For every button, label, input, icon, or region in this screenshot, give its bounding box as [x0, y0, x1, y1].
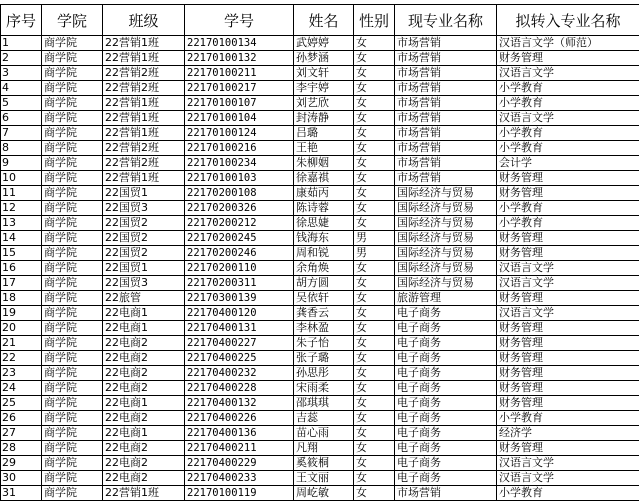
- cell-name: 吴依轩: [294, 291, 354, 306]
- cell-target-major: 财务管理: [497, 171, 639, 186]
- cell-class: 22国贸2: [103, 231, 185, 246]
- cell-seq: 11: [1, 186, 42, 201]
- cell-student-id: 22170400229: [185, 456, 294, 471]
- table-row: [1, 291, 639, 306]
- table-row: [1, 231, 639, 246]
- cell-student-id: 22170100124: [185, 126, 294, 141]
- cell-gender: 女: [354, 96, 395, 111]
- header-seq: 序号: [1, 5, 42, 36]
- cell-gender: 女: [354, 201, 395, 216]
- cell-seq: 21: [1, 336, 42, 351]
- cell-name: 李宇婷: [294, 81, 354, 96]
- cell-seq: 16: [1, 261, 42, 276]
- cell-gender: 女: [354, 276, 395, 291]
- cell-gender: 女: [354, 111, 395, 126]
- cell-target-major: 财务管理: [497, 336, 639, 351]
- cell-seq: 12: [1, 201, 42, 216]
- cell-name: 孙思彤: [294, 366, 354, 381]
- cell-target-major: 财务管理: [497, 231, 639, 246]
- cell-name: 王艳: [294, 141, 354, 156]
- cell-target-major: 小学教育: [497, 411, 639, 426]
- cell-gender: 女: [354, 156, 395, 171]
- header-student-id: 学号: [185, 5, 294, 36]
- table-row: [1, 81, 639, 96]
- cell-student-id: 22170100211: [185, 66, 294, 81]
- table-row: [1, 171, 639, 186]
- cell-class: 22国贸2: [103, 216, 185, 231]
- cell-student-id: 22170100104: [185, 111, 294, 126]
- table-row: [1, 96, 639, 111]
- cell-seq: 28: [1, 441, 42, 456]
- table-row: [1, 351, 639, 366]
- cell-current-major: 旅游管理: [395, 291, 497, 306]
- cell-college: 商学院: [42, 381, 103, 396]
- cell-current-major: 电子商务: [395, 396, 497, 411]
- cell-name: 苗心雨: [294, 426, 354, 441]
- cell-target-major: 小学教育: [497, 126, 639, 141]
- cell-student-id: 22170400211: [185, 441, 294, 456]
- cell-seq: 26: [1, 411, 42, 426]
- cell-gender: 女: [354, 291, 395, 306]
- cell-class: 22营销1班: [103, 96, 185, 111]
- table-row: [1, 201, 639, 216]
- cell-current-major: 电子商务: [395, 336, 497, 351]
- cell-seq: 30: [1, 471, 42, 486]
- cell-target-major: 财务管理: [497, 321, 639, 336]
- cell-gender: 女: [354, 351, 395, 366]
- table-row: [1, 186, 639, 201]
- cell-name: 周和锐: [294, 246, 354, 261]
- cell-student-id: 22170100119: [185, 486, 294, 501]
- cell-seq: 19: [1, 306, 42, 321]
- cell-seq: 20: [1, 321, 42, 336]
- cell-class: 22电商2: [103, 381, 185, 396]
- cell-class: 22电商1: [103, 426, 185, 441]
- cell-target-major: 财务管理: [497, 396, 639, 411]
- cell-seq: 22: [1, 351, 42, 366]
- cell-gender: 女: [354, 126, 395, 141]
- table-row: [1, 411, 639, 426]
- cell-student-id: 22170100234: [185, 156, 294, 171]
- table-row: [1, 36, 639, 51]
- cell-college: 商学院: [42, 261, 103, 276]
- cell-seq: 8: [1, 141, 42, 156]
- cell-target-major: 汉语言文学: [497, 471, 639, 486]
- cell-current-major: 国际经济与贸易: [395, 276, 497, 291]
- cell-target-major: 汉语言文学: [497, 276, 639, 291]
- table-row: [1, 51, 639, 66]
- cell-gender: 男: [354, 231, 395, 246]
- cell-seq: 18: [1, 291, 42, 306]
- cell-seq: 7: [1, 126, 42, 141]
- cell-gender: 女: [354, 456, 395, 471]
- cell-college: 商学院: [42, 51, 103, 66]
- cell-gender: 女: [354, 471, 395, 486]
- cell-name: 武婷婷: [294, 36, 354, 51]
- table-row: [1, 246, 639, 261]
- header-current-major: 现专业名称: [395, 5, 497, 36]
- cell-current-major: 市场营销: [395, 141, 497, 156]
- cell-name: 张子璐: [294, 351, 354, 366]
- cell-college: 商学院: [42, 486, 103, 501]
- cell-current-major: 电子商务: [395, 441, 497, 456]
- cell-gender: 女: [354, 81, 395, 96]
- cell-current-major: 市场营销: [395, 156, 497, 171]
- cell-current-major: 国际经济与贸易: [395, 201, 497, 216]
- cell-current-major: 国际经济与贸易: [395, 261, 497, 276]
- cell-gender: 女: [354, 171, 395, 186]
- cell-name: 陈诗蓉: [294, 201, 354, 216]
- cell-student-id: 22170400132: [185, 396, 294, 411]
- cell-gender: 女: [354, 306, 395, 321]
- cell-current-major: 国际经济与贸易: [395, 186, 497, 201]
- table-row: [1, 471, 639, 486]
- cell-name: 孙梦涵: [294, 51, 354, 66]
- cell-student-id: 22170400225: [185, 351, 294, 366]
- cell-name: 龚香云: [294, 306, 354, 321]
- cell-gender: 女: [354, 396, 395, 411]
- cell-target-major: 财务管理: [497, 246, 639, 261]
- cell-class: 22国贸1: [103, 186, 185, 201]
- cell-student-id: 22170100134: [185, 36, 294, 51]
- cell-college: 商学院: [42, 441, 103, 456]
- cell-student-id: 22170400120: [185, 306, 294, 321]
- cell-gender: 女: [354, 141, 395, 156]
- cell-college: 商学院: [42, 111, 103, 126]
- cell-gender: 女: [354, 261, 395, 276]
- cell-class: 22电商1: [103, 396, 185, 411]
- cell-college: 商学院: [42, 216, 103, 231]
- cell-college: 商学院: [42, 426, 103, 441]
- cell-gender: 女: [354, 366, 395, 381]
- cell-class: 22电商2: [103, 336, 185, 351]
- cell-seq: 25: [1, 396, 42, 411]
- cell-target-major: 财务管理: [497, 291, 639, 306]
- cell-college: 商学院: [42, 351, 103, 366]
- cell-class: 22电商2: [103, 471, 185, 486]
- cell-class: 22旅管: [103, 291, 185, 306]
- cell-class: 22国贸1: [103, 261, 185, 276]
- cell-class: 22营销1班: [103, 36, 185, 51]
- cell-target-major: 财务管理: [497, 51, 639, 66]
- cell-college: 商学院: [42, 471, 103, 486]
- cell-student-id: 22170200108: [185, 186, 294, 201]
- transfer-list-sheet: [0, 4, 639, 501]
- cell-target-major: 小学教育: [497, 141, 639, 156]
- header-gender: 性别: [354, 5, 395, 36]
- header-row: [1, 5, 639, 36]
- transfer-table: [0, 4, 639, 501]
- cell-current-major: 电子商务: [395, 321, 497, 336]
- cell-college: 商学院: [42, 246, 103, 261]
- cell-class: 22营销1班: [103, 111, 185, 126]
- cell-class: 22营销1班: [103, 126, 185, 141]
- cell-seq: 17: [1, 276, 42, 291]
- cell-gender: 女: [354, 66, 395, 81]
- cell-gender: 女: [354, 381, 395, 396]
- cell-college: 商学院: [42, 141, 103, 156]
- table-row: [1, 441, 639, 456]
- cell-current-major: 市场营销: [395, 66, 497, 81]
- cell-seq: 15: [1, 246, 42, 261]
- cell-seq: 24: [1, 381, 42, 396]
- cell-name: 奚筱桐: [294, 456, 354, 471]
- cell-current-major: 电子商务: [395, 381, 497, 396]
- cell-student-id: 22170200246: [185, 246, 294, 261]
- table-row: [1, 261, 639, 276]
- cell-current-major: 市场营销: [395, 126, 497, 141]
- table-row: [1, 111, 639, 126]
- cell-name: 康茹丙: [294, 186, 354, 201]
- cell-student-id: 22170300139: [185, 291, 294, 306]
- cell-gender: 女: [354, 321, 395, 336]
- table-row: [1, 486, 639, 501]
- cell-class: 22电商2: [103, 441, 185, 456]
- cell-college: 商学院: [42, 171, 103, 186]
- cell-name: 邵琪琪: [294, 396, 354, 411]
- table-row: [1, 366, 639, 381]
- cell-name: 吕璐: [294, 126, 354, 141]
- cell-student-id: 22170400131: [185, 321, 294, 336]
- cell-student-id: 22170200326: [185, 201, 294, 216]
- cell-current-major: 国际经济与贸易: [395, 246, 497, 261]
- cell-class: 22营销1班: [103, 51, 185, 66]
- cell-class: 22电商2: [103, 411, 185, 426]
- cell-current-major: 电子商务: [395, 456, 497, 471]
- cell-class: 22电商2: [103, 366, 185, 381]
- cell-college: 商学院: [42, 291, 103, 306]
- cell-class: 22营销2班: [103, 66, 185, 81]
- cell-student-id: 22170400232: [185, 366, 294, 381]
- cell-name: 朱柳姻: [294, 156, 354, 171]
- cell-current-major: 国际经济与贸易: [395, 216, 497, 231]
- cell-seq: 14: [1, 231, 42, 246]
- cell-name: 余角焕: [294, 261, 354, 276]
- cell-seq: 1: [1, 36, 42, 51]
- cell-target-major: 经济学: [497, 426, 639, 441]
- cell-target-major: 小学教育: [497, 201, 639, 216]
- cell-name: 刘艺欣: [294, 96, 354, 111]
- cell-student-id: 22170400226: [185, 411, 294, 426]
- cell-name: 徐思婕: [294, 216, 354, 231]
- cell-seq: 2: [1, 51, 42, 66]
- cell-college: 商学院: [42, 366, 103, 381]
- cell-college: 商学院: [42, 276, 103, 291]
- cell-college: 商学院: [42, 411, 103, 426]
- cell-current-major: 市场营销: [395, 36, 497, 51]
- cell-class: 22国贸2: [103, 246, 185, 261]
- cell-student-id: 22170100103: [185, 171, 294, 186]
- cell-name: 钱海东: [294, 231, 354, 246]
- cell-gender: 女: [354, 486, 395, 501]
- cell-target-major: 财务管理: [497, 366, 639, 381]
- cell-gender: 女: [354, 51, 395, 66]
- cell-gender: 女: [354, 426, 395, 441]
- cell-target-major: 汉语言文学: [497, 261, 639, 276]
- cell-name: 刘文轩: [294, 66, 354, 81]
- cell-name: 徐嘉祺: [294, 171, 354, 186]
- cell-class: 22电商1: [103, 321, 185, 336]
- cell-current-major: 电子商务: [395, 471, 497, 486]
- table-body: [1, 36, 639, 501]
- table-row: [1, 126, 639, 141]
- cell-current-major: 电子商务: [395, 426, 497, 441]
- cell-class: 22营销1班: [103, 486, 185, 501]
- table-row: [1, 381, 639, 396]
- cell-student-id: 22170400233: [185, 471, 294, 486]
- cell-current-major: 市场营销: [395, 51, 497, 66]
- cell-name: 凡翔: [294, 441, 354, 456]
- cell-current-major: 电子商务: [395, 366, 497, 381]
- cell-class: 22电商2: [103, 351, 185, 366]
- table-row: [1, 276, 639, 291]
- cell-student-id: 22170200311: [185, 276, 294, 291]
- cell-current-major: 国际经济与贸易: [395, 231, 497, 246]
- cell-college: 商学院: [42, 306, 103, 321]
- header-college: 学院: [42, 5, 103, 36]
- cell-target-major: 汉语言文学（师范）: [497, 36, 639, 51]
- table-row: [1, 396, 639, 411]
- cell-target-major: 财务管理: [497, 381, 639, 396]
- table-row: [1, 456, 639, 471]
- cell-college: 商学院: [42, 81, 103, 96]
- cell-target-major: 财务管理: [497, 351, 639, 366]
- cell-name: 朱子怡: [294, 336, 354, 351]
- cell-target-major: 汉语言文学: [497, 111, 639, 126]
- cell-name: 周屹敏: [294, 486, 354, 501]
- cell-target-major: 财务管理: [497, 186, 639, 201]
- cell-gender: 女: [354, 216, 395, 231]
- cell-seq: 6: [1, 111, 42, 126]
- table-row: [1, 426, 639, 441]
- table-row: [1, 141, 639, 156]
- table-row: [1, 336, 639, 351]
- cell-class: 22营销2班: [103, 156, 185, 171]
- cell-target-major: 小学教育: [497, 486, 639, 501]
- cell-student-id: 22170400136: [185, 426, 294, 441]
- cell-gender: 女: [354, 441, 395, 456]
- cell-current-major: 市场营销: [395, 111, 497, 126]
- cell-student-id: 22170100132: [185, 51, 294, 66]
- cell-seq: 4: [1, 81, 42, 96]
- cell-target-major: 汉语言文学: [497, 306, 639, 321]
- cell-seq: 23: [1, 366, 42, 381]
- cell-class: 22国贸3: [103, 201, 185, 216]
- cell-class: 22电商1: [103, 306, 185, 321]
- table-row: [1, 321, 639, 336]
- cell-student-id: 22170200212: [185, 216, 294, 231]
- cell-seq: 13: [1, 216, 42, 231]
- cell-college: 商学院: [42, 156, 103, 171]
- cell-name: 吉蕊: [294, 411, 354, 426]
- cell-student-id: 22170400227: [185, 336, 294, 351]
- cell-current-major: 市场营销: [395, 96, 497, 111]
- cell-student-id: 22170200110: [185, 261, 294, 276]
- cell-college: 商学院: [42, 96, 103, 111]
- table-row: [1, 156, 639, 171]
- cell-seq: 29: [1, 456, 42, 471]
- cell-seq: 31: [1, 486, 42, 501]
- cell-name: 封涛静: [294, 111, 354, 126]
- cell-college: 商学院: [42, 321, 103, 336]
- table-row: [1, 306, 639, 321]
- cell-college: 商学院: [42, 126, 103, 141]
- cell-target-major: 会计学: [497, 156, 639, 171]
- cell-college: 商学院: [42, 336, 103, 351]
- cell-name: 李林盈: [294, 321, 354, 336]
- cell-class: 22电商2: [103, 456, 185, 471]
- cell-target-major: 小学教育: [497, 81, 639, 96]
- cell-student-id: 22170200245: [185, 231, 294, 246]
- cell-gender: 女: [354, 186, 395, 201]
- cell-class: 22营销2班: [103, 81, 185, 96]
- cell-gender: 女: [354, 336, 395, 351]
- cell-current-major: 市场营销: [395, 486, 497, 501]
- cell-target-major: 汉语言文学: [497, 66, 639, 81]
- cell-class: 22营销2班: [103, 141, 185, 156]
- cell-target-major: 财务管理: [497, 441, 639, 456]
- cell-class: 22营销1班: [103, 171, 185, 186]
- cell-class: 22国贸3: [103, 276, 185, 291]
- cell-target-major: 小学教育: [497, 216, 639, 231]
- cell-gender: 女: [354, 36, 395, 51]
- cell-student-id: 22170100107: [185, 96, 294, 111]
- cell-college: 商学院: [42, 201, 103, 216]
- cell-gender: 女: [354, 411, 395, 426]
- cell-target-major: 汉语言文学: [497, 456, 639, 471]
- cell-current-major: 电子商务: [395, 351, 497, 366]
- cell-current-major: 市场营销: [395, 81, 497, 96]
- cell-college: 商学院: [42, 231, 103, 246]
- table-row: [1, 66, 639, 81]
- header-class: 班级: [103, 5, 185, 36]
- cell-student-id: 22170100217: [185, 81, 294, 96]
- cell-college: 商学院: [42, 456, 103, 471]
- cell-name: 胡方圆: [294, 276, 354, 291]
- header-target-major: 拟转入专业名称: [497, 5, 639, 36]
- cell-college: 商学院: [42, 36, 103, 51]
- cell-seq: 27: [1, 426, 42, 441]
- cell-seq: 10: [1, 171, 42, 186]
- cell-name: 王文丽: [294, 471, 354, 486]
- cell-gender: 男: [354, 246, 395, 261]
- cell-current-major: 电子商务: [395, 411, 497, 426]
- cell-seq: 3: [1, 66, 42, 81]
- cell-college: 商学院: [42, 396, 103, 411]
- cell-target-major: 小学教育: [497, 96, 639, 111]
- cell-college: 商学院: [42, 186, 103, 201]
- cell-college: 商学院: [42, 66, 103, 81]
- cell-seq: 9: [1, 156, 42, 171]
- cell-seq: 5: [1, 96, 42, 111]
- cell-student-id: 22170400228: [185, 381, 294, 396]
- cell-current-major: 电子商务: [395, 306, 497, 321]
- table-row: [1, 216, 639, 231]
- header-name: 姓名: [294, 5, 354, 36]
- cell-name: 宋雨柔: [294, 381, 354, 396]
- cell-student-id: 22170100216: [185, 141, 294, 156]
- cell-current-major: 市场营销: [395, 171, 497, 186]
